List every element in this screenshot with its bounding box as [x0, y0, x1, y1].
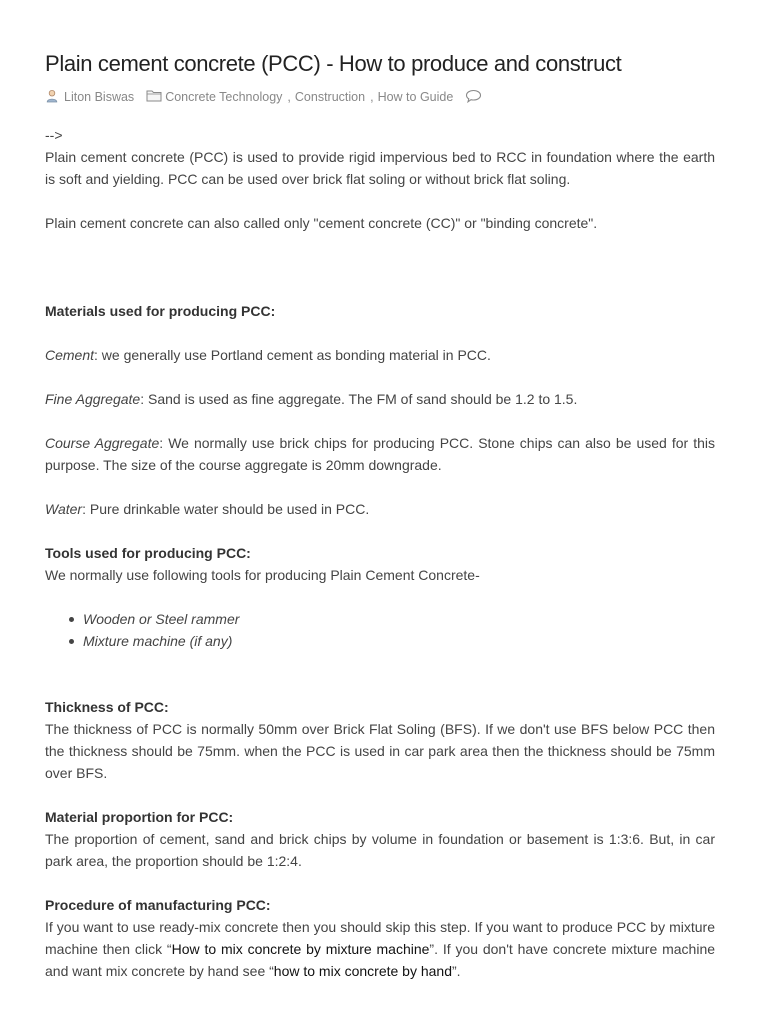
materials-heading: Materials used for producing PCC: [45, 303, 276, 319]
thickness-paragraph: The thickness of PCC is normally 50mm over Brick Flat Soling (BFS). If we don't use BFS below PCC then the thickness should be 75mm. when the PCC is used in car park area then the thickness should be 75mm over BFS. [45, 721, 715, 781]
intro-paragraph-alias: Plain cement concrete can also called only "cement concrete (CC)" or "binding concrete". [45, 215, 598, 231]
article-content [45, 124, 715, 982]
comment-icon[interactable] [465, 89, 482, 106]
proportion-paragraph: The proportion of cement, sand and brick chips by volume in foundation or basement is 1:3:6. But, in car park area, the proportion should be 1:2:4. [45, 831, 715, 869]
folder-icon [146, 89, 162, 105]
list-item: Mixture machine (if any) [83, 630, 715, 652]
author-link[interactable]: Liton Biswas [64, 90, 135, 104]
tools-heading: Tools used for producing PCC: [45, 545, 251, 561]
hand-mix-link[interactable]: how to mix concrete by hand [273, 963, 453, 979]
material-cement: Cement: we generally use Portland cement as bonding material in PCC. [45, 347, 491, 363]
procedure-heading: Procedure of manufacturing PCC: [45, 897, 271, 913]
mixture-machine-link[interactable]: How to mix concrete by mixture machine [171, 941, 430, 957]
category-separator: , [287, 90, 291, 104]
list-item: Wooden or Steel rammer [83, 608, 715, 630]
tools-intro: We normally use following tools for producing Plain Cement Concrete- [45, 567, 480, 583]
material-course-aggregate: Course Aggregate: We normally use brick chips for producing PCC. Stone chips can also be used for this purpose. The size of the course aggregate is 20mm downgrade. [45, 435, 716, 473]
page-title: Plain cement concrete (PCC) - How to produce and construct [45, 51, 622, 76]
material-fine-aggregate: Fine Aggregate: Sand is used as fine aggregate. The FM of sand should be 1.2 to 1.5. [45, 391, 578, 407]
category-link-concrete-technology[interactable]: Concrete Technology [165, 90, 283, 104]
tools-list [45, 608, 715, 652]
category-link-how-to-guide[interactable]: How to Guide [377, 90, 454, 104]
stray-marker: --> [45, 127, 63, 143]
procedure-paragraph: If you want to use ready-mix concrete then you should skip this step. If you want to produce PCC by mixture machine then click “How to mix concrete by mixture machine”. If you don't have concrete mixture machine and want mix concrete by hand see “how to mix concrete by hand”. [45, 919, 716, 979]
thickness-heading: Thickness of PCC: [45, 699, 169, 715]
proportion-heading: Material proportion for PCC: [45, 809, 234, 825]
intro-paragraph: Plain cement concrete (PCC) is used to provide rigid impervious bed to RCC in foundation where the earth is soft and yielding. PCC can be used over brick flat soling or without brick flat soling. [45, 149, 715, 187]
category-separator: , [370, 90, 374, 104]
post-meta [45, 88, 482, 106]
material-water: Water: Pure drinkable water should be used in PCC. [45, 501, 370, 517]
user-icon [45, 89, 59, 106]
category-link-construction[interactable]: Construction [294, 90, 366, 104]
